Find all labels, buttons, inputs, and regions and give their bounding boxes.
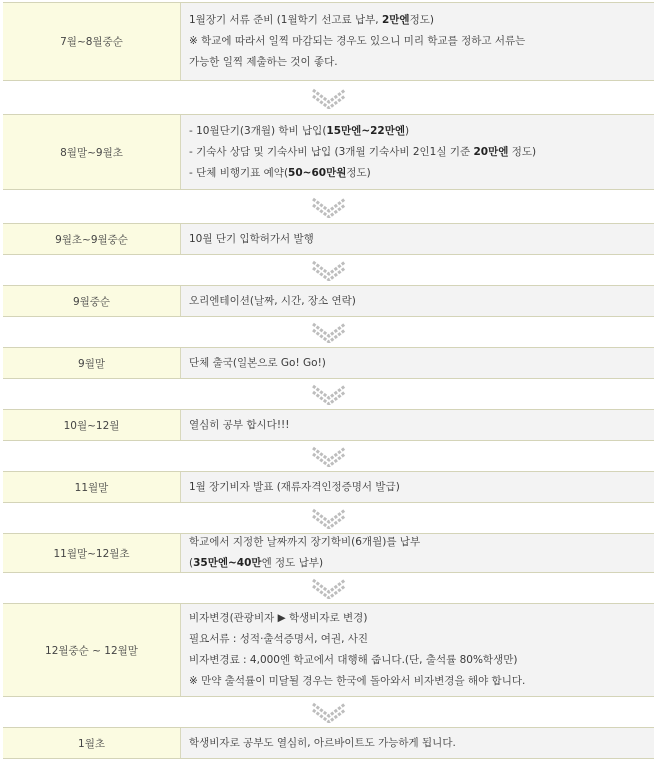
step-period: 9월말 [3, 348, 181, 378]
double-chevron-down-icon [311, 196, 347, 218]
schedule-step [3, 347, 654, 379]
schedule-timeline [3, 2, 654, 759]
schedule-step [3, 727, 654, 759]
step-detail [181, 410, 654, 440]
step-period: 8월말~9월초 [3, 115, 181, 189]
detail-line [189, 52, 646, 73]
detail-line [189, 163, 646, 184]
schedule-step [3, 603, 654, 697]
highlight-amount: 50~60만원 [288, 166, 347, 179]
detail-text: 비자변경료 : 4,000엔 학교에서 대행해 줍니다.(단, 출석률 80%학생만) [189, 654, 518, 666]
detail-text: 정도) [508, 145, 537, 158]
double-chevron-down-icon [311, 507, 347, 529]
detail-text: 정도) [346, 166, 371, 179]
arrow-row [3, 573, 654, 603]
highlight-amount: 15만엔~22만엔 [326, 124, 406, 137]
schedule-step [3, 223, 654, 255]
step-period: 11월말~12월초 [3, 534, 181, 572]
detail-text: - 10월단기(3개월) 학비 납입( [189, 124, 327, 137]
step-detail [181, 286, 654, 316]
detail-text: 단체 출국(일본으로 Go! Go!) [189, 356, 326, 369]
step-period: 7월~8월중순 [3, 3, 181, 80]
step-period: 12월중순 ~ 12월말 [3, 604, 181, 696]
step-detail [181, 348, 654, 378]
highlight-amount: 20만엔 [473, 145, 509, 158]
double-chevron-down-icon [311, 701, 347, 723]
detail-text: ) [405, 124, 410, 137]
step-period: 11월말 [3, 472, 181, 502]
step-period: 10월~12월 [3, 410, 181, 440]
detail-text: 1월 장기비자 발표 (재류자격인정증명서 발급) [189, 480, 400, 493]
detail-line [189, 477, 646, 498]
detail-line [189, 291, 646, 312]
detail-line [189, 650, 646, 671]
step-detail [181, 472, 654, 502]
detail-text: 엔 정도 납부) [261, 557, 324, 569]
detail-text: 학생비자로 공부도 열심히, 아르바이트도 가능하게 됩니다. [189, 736, 456, 749]
detail-line [189, 608, 646, 629]
double-chevron-down-icon [311, 87, 347, 109]
detail-line [189, 733, 646, 754]
detail-line [189, 10, 646, 31]
detail-text: 필요서류 : 성적·출석증명서, 여권, 사진 [189, 633, 369, 645]
detail-line [189, 121, 646, 142]
step-period: 1월초 [3, 728, 181, 758]
step-period: 9월중순 [3, 286, 181, 316]
arrow-row [3, 697, 654, 727]
step-detail [181, 604, 654, 696]
detail-line [189, 229, 646, 250]
highlight-amount: 35만엔~40만 [193, 557, 262, 569]
detail-text: - 기숙사 상담 및 기숙사비 납입 (3개월 기숙사비 2인1실 기준 [189, 145, 474, 158]
step-detail [181, 115, 654, 189]
detail-line [189, 415, 646, 436]
arrow-row [3, 255, 654, 285]
detail-text: ※ 만약 출석률이 미달될 경우는 한국에 돌아와서 비자변경을 해야 합니다. [189, 675, 526, 687]
arrow-row [3, 441, 654, 471]
arrow-row [3, 317, 654, 347]
detail-line [189, 671, 646, 692]
detail-text: 오리엔테이션(날짜, 시간, 장소 연락) [189, 294, 356, 307]
step-detail [181, 3, 654, 80]
detail-line [189, 629, 646, 650]
schedule-step [3, 2, 654, 81]
step-detail [181, 728, 654, 758]
detail-text: 열심히 공부 합시다!!! [189, 418, 290, 431]
schedule-step [3, 285, 654, 317]
arrow-row [3, 190, 654, 223]
schedule-step [3, 409, 654, 441]
detail-line [189, 532, 646, 553]
arrow-row [3, 503, 654, 533]
step-detail [181, 224, 654, 254]
double-chevron-down-icon [311, 321, 347, 343]
detail-line [189, 31, 646, 52]
arrow-row [3, 81, 654, 114]
double-chevron-down-icon [311, 259, 347, 281]
detail-text: 정도) [409, 14, 434, 26]
detail-line [189, 353, 646, 374]
schedule-step [3, 114, 654, 190]
detail-text: ( [189, 557, 194, 569]
double-chevron-down-icon [311, 445, 347, 467]
detail-text: 10월 단기 입학허가서 발행 [189, 232, 314, 245]
step-period: 9월초~9월중순 [3, 224, 181, 254]
detail-text: 가능한 일찍 제출하는 것이 좋다. [189, 56, 338, 68]
arrow-row [3, 379, 654, 409]
detail-text: ※ 학교에 따라서 일찍 마감되는 경우도 있으니 미리 학교를 정하고 서류는 [189, 35, 526, 47]
detail-text: 1월장기 서류 준비 (1월학기 선고료 납부, [189, 14, 382, 26]
double-chevron-down-icon [311, 383, 347, 405]
schedule-step [3, 533, 654, 573]
detail-line [189, 553, 646, 574]
detail-text: 비자변경(관광비자 ▶ 학생비자로 변경) [189, 612, 368, 624]
step-detail [181, 534, 654, 572]
detail-text: 학교에서 지정한 날짜까지 장기학비(6개월)를 납부 [189, 536, 421, 548]
schedule-step [3, 471, 654, 503]
detail-line [189, 142, 646, 163]
double-chevron-down-icon [311, 577, 347, 599]
detail-text: - 단체 비행기표 예약( [189, 166, 289, 179]
highlight-amount: 2만엔 [381, 14, 410, 26]
